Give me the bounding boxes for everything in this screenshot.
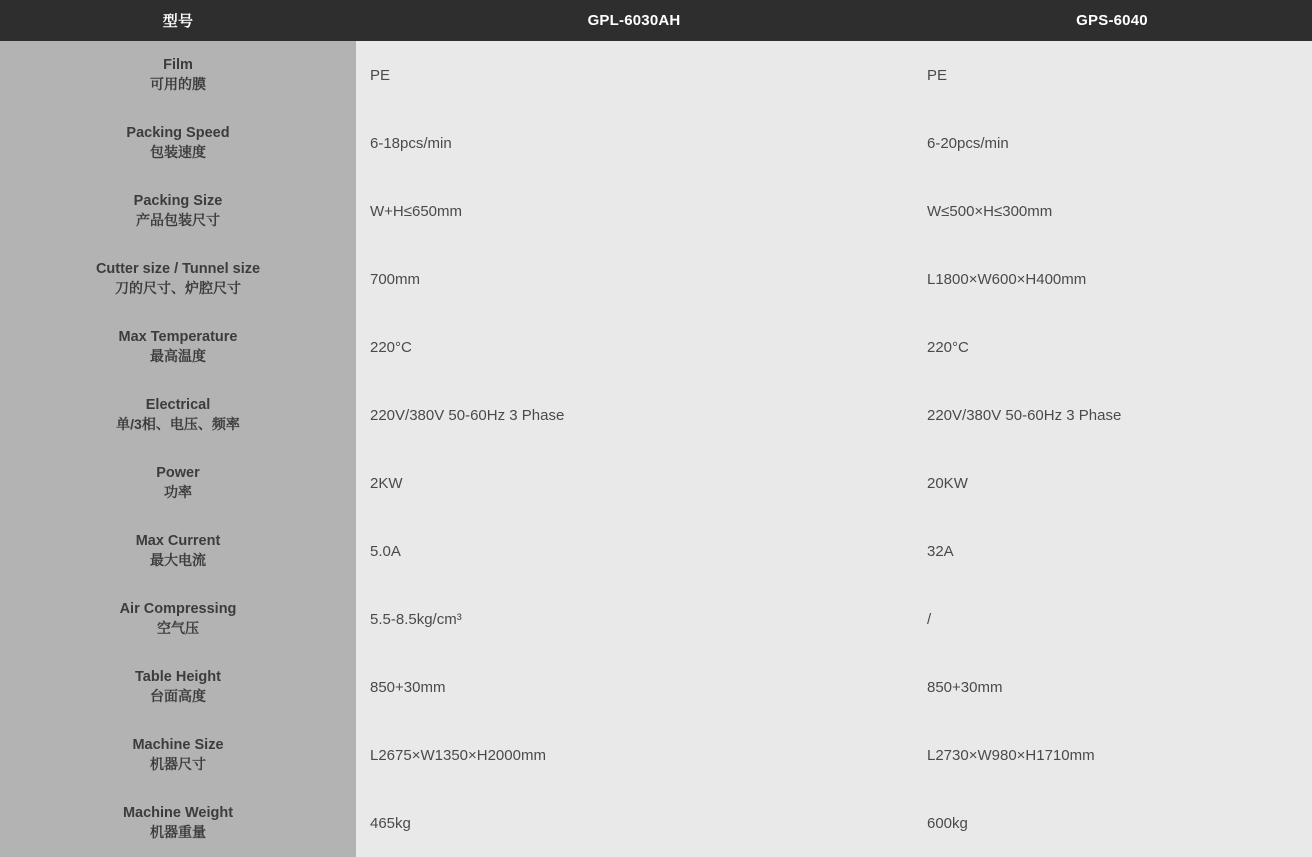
- row-value-col2: L1800×W600×H400mm: [912, 245, 1312, 313]
- row-label: [0, 381, 356, 449]
- row-value-col2: 600kg: [912, 789, 1312, 857]
- table-row: [0, 313, 1312, 381]
- row-value-col1: 850+30mm: [356, 653, 912, 721]
- row-label-cn: 可用的膜: [150, 76, 206, 93]
- row-value-col1: 5.5-8.5kg/cm³: [356, 585, 912, 653]
- row-label-cn: 机器重量: [150, 824, 206, 841]
- row-value-col1: 6-18pcs/min: [356, 109, 912, 177]
- table-row: [0, 109, 1312, 177]
- row-label-cn: 最高温度: [150, 348, 206, 365]
- row-label-cn: 单/3相、电压、频率: [116, 416, 240, 433]
- table-row: [0, 449, 1312, 517]
- table-row: [0, 381, 1312, 449]
- row-label: [0, 517, 356, 585]
- row-label-en: Max Temperature: [118, 328, 238, 345]
- row-label-en: Packing Speed: [126, 124, 230, 141]
- row-label: [0, 109, 356, 177]
- table-row: [0, 177, 1312, 245]
- row-label-en: Air Compressing: [119, 600, 237, 617]
- row-value-col2: W≤500×H≤300mm: [912, 177, 1312, 245]
- row-value-col2: 850+30mm: [912, 653, 1312, 721]
- row-label-en: Electrical: [145, 396, 211, 413]
- row-label-en: Packing Size: [133, 192, 223, 209]
- table-row: [0, 517, 1312, 585]
- row-label: [0, 313, 356, 381]
- row-value-col2: 32A: [912, 517, 1312, 585]
- row-label-cn: 空气压: [157, 620, 199, 637]
- row-value-col2: L2730×W980×H1710mm: [912, 721, 1312, 789]
- row-label-cn: 刀的尺寸、炉腔尺寸: [115, 280, 241, 297]
- row-label: [0, 721, 356, 789]
- table-row: [0, 721, 1312, 789]
- row-label: [0, 653, 356, 721]
- row-label-en: Max Current: [135, 532, 221, 549]
- row-label-cn: 包装速度: [150, 144, 206, 161]
- row-value-col1: L2675×W1350×H2000mm: [356, 721, 912, 789]
- header-model-gps-6040: GPS-6040: [912, 0, 1312, 41]
- row-label-cn: 最大电流: [150, 552, 206, 569]
- row-label-en: Cutter size / Tunnel size: [95, 260, 261, 277]
- row-label-en: Machine Weight: [122, 804, 234, 821]
- table-row: [0, 41, 1312, 109]
- row-value-col2: 20KW: [912, 449, 1312, 517]
- row-value-col1: 220V/380V 50-60Hz 3 Phase: [356, 381, 912, 449]
- row-value-col2: 220V/380V 50-60Hz 3 Phase: [912, 381, 1312, 449]
- row-label-cn: 产品包装尺寸: [136, 212, 220, 229]
- table-row: [0, 585, 1312, 653]
- row-value-col2: 6-20pcs/min: [912, 109, 1312, 177]
- row-label-en: Machine Size: [132, 736, 224, 753]
- row-label-cn: 机器尺寸: [150, 756, 206, 773]
- row-label: [0, 177, 356, 245]
- row-value-col1: 220°C: [356, 313, 912, 381]
- row-label-en: Table Height: [135, 668, 221, 685]
- header-model-gpl-6030ah: GPL-6030AH: [356, 0, 912, 41]
- row-value-col1: 2KW: [356, 449, 912, 517]
- table-row: [0, 653, 1312, 721]
- row-label: [0, 245, 356, 313]
- row-label: [0, 585, 356, 653]
- table-row: [0, 789, 1312, 857]
- table-body: [0, 41, 1312, 857]
- row-value-col1: PE: [356, 41, 912, 109]
- row-label-cn: 台面高度: [150, 688, 206, 705]
- table-row: [0, 245, 1312, 313]
- row-value-col1: 700mm: [356, 245, 912, 313]
- row-value-col2: PE: [912, 41, 1312, 109]
- table-header-row: [0, 0, 1312, 41]
- header-model-label: 型号: [0, 0, 356, 41]
- row-value-col1: 465kg: [356, 789, 912, 857]
- row-label: [0, 41, 356, 109]
- row-value-col1: W+H≤650mm: [356, 177, 912, 245]
- table-header: [0, 0, 1312, 41]
- row-value-col2: /: [912, 585, 1312, 653]
- row-label-cn: 功率: [164, 484, 192, 501]
- row-value-col1: 5.0A: [356, 517, 912, 585]
- row-label: [0, 789, 356, 857]
- row-value-col2: 220°C: [912, 313, 1312, 381]
- row-label-en: Power: [156, 464, 200, 481]
- row-label-en: Film: [163, 56, 193, 73]
- row-label: [0, 449, 356, 517]
